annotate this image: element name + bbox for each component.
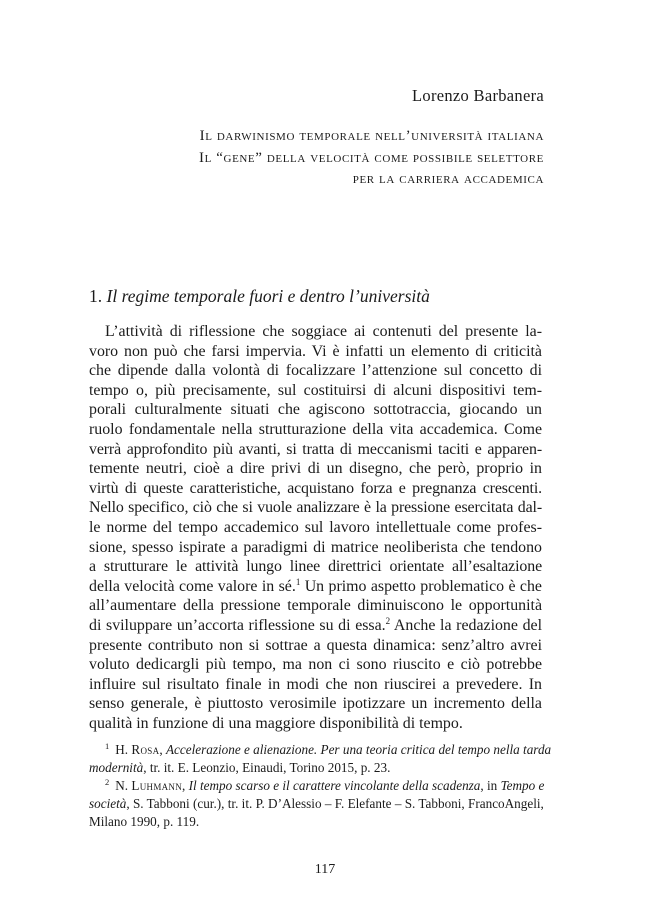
footnote-mark: 2	[105, 777, 110, 787]
body-line: di sviluppare un’accorta riflessione su di essa.$^2$ Anche la redazione del	[89, 615, 542, 634]
body-line: della velocità come valore in sé.$^1$ Un primo aspetto problematico è che	[89, 576, 542, 595]
body-line: qualità in funzione di una maggiore disponibilità di tempo.	[89, 714, 463, 732]
section-title: Il regime temporale fuori e dentro l’università	[106, 286, 430, 306]
body-line: presente contributo non si sottrae a questa dinamica: senz’altro avrei	[89, 636, 542, 654]
body-paragraph	[89, 322, 542, 733]
body-line: L’attività di riflessione che soggiace ai contenuti del presente la-	[105, 323, 542, 340]
body-line: voluto dedicargli più tempo, ma non ci sono riuscito e ciò potrebbe	[89, 656, 542, 674]
page-number: 117	[314, 862, 336, 877]
footnote-1: $^1$ H. Rosa, Accelerazione e alienazione. Per una teoria critica del tempo nella tarda modernità, tr. it. E. Leonzio, Einaudi, Torino 2015, p. 23.	[89, 741, 552, 775]
body-line: sione, spesso ispirate a paradigmi di matrice neoliberista che tendono	[89, 538, 542, 556]
footnotes	[89, 741, 552, 831]
body-line: temente neutri, cioè a dire privi di un disegno, che però, proprio in	[89, 460, 542, 478]
body-line: a strutturare le attività lungo linee direttrici orientate all’esaltazione	[89, 558, 542, 576]
chapter-title-line: per la carriera accademica	[352, 171, 544, 187]
footnote-ref-1[interactable]: 1	[295, 576, 301, 587]
body-line: porali culturalmente situati che agiscono sottotraccia, giocando un	[89, 401, 542, 419]
body-line: Nello specifico, ciò che si vuole analizzare è la pressione esercitata dal-	[89, 499, 542, 517]
chapter-title-line: Il darwinismo temporale nell’università italiana	[199, 128, 544, 144]
body-line: influire sul risultato finale in modi che non riuscirei a prevedere. In	[89, 675, 542, 693]
author-name: Lorenzo Barbanera	[412, 86, 544, 105]
body-line: voro non può che farsi impervia. Vi è infatti un elemento di criticità	[89, 342, 542, 360]
section-number: 1.	[89, 286, 103, 306]
body-line: che dipende dalla volontà di focalizzare l’attenzione sul concetto di	[89, 362, 542, 380]
body-line: tempo o, più precisamente, sul costituirsi di alcuni dispositivi tem-	[89, 381, 542, 399]
footnote-2: $^2$ N. Luhmann, Il tempo scarso e il carattere vincolante della scadenza, in Tempo e società, S. Tabboni (cur.), tr. it. P. D’Alessio – F. Elefante – S. Tabboni, FrancoAngeli, Milano 1990, p. 119.	[89, 777, 545, 829]
footnote-mark: 1	[105, 741, 110, 751]
chapter-title-line: Il “gene” della velocità come possibile selettore	[199, 149, 544, 166]
body-line: verrà approfondito più avanti, si tratta di meccanismi taciti e apparen-	[89, 440, 542, 458]
footnote-ref-2[interactable]: 2	[385, 615, 391, 626]
body-line: virtù di queste caratteristiche, acquistano forza e pregnanza crescenti.	[89, 479, 542, 497]
body-line: ruolo fondamentale nella strutturazione della vita accademica. Come	[89, 420, 542, 438]
body-line: le norme del tempo accademico sul lavoro intellettuale come profes-	[89, 518, 542, 536]
body-line: senso generale, è piuttosto verosimile ipotizzare un incremento della	[89, 695, 542, 713]
section-heading	[89, 286, 430, 307]
chapter-title	[114, 126, 544, 191]
body-line: all’aumentare della pressione temporale diminuiscono le opportunità	[89, 597, 542, 615]
